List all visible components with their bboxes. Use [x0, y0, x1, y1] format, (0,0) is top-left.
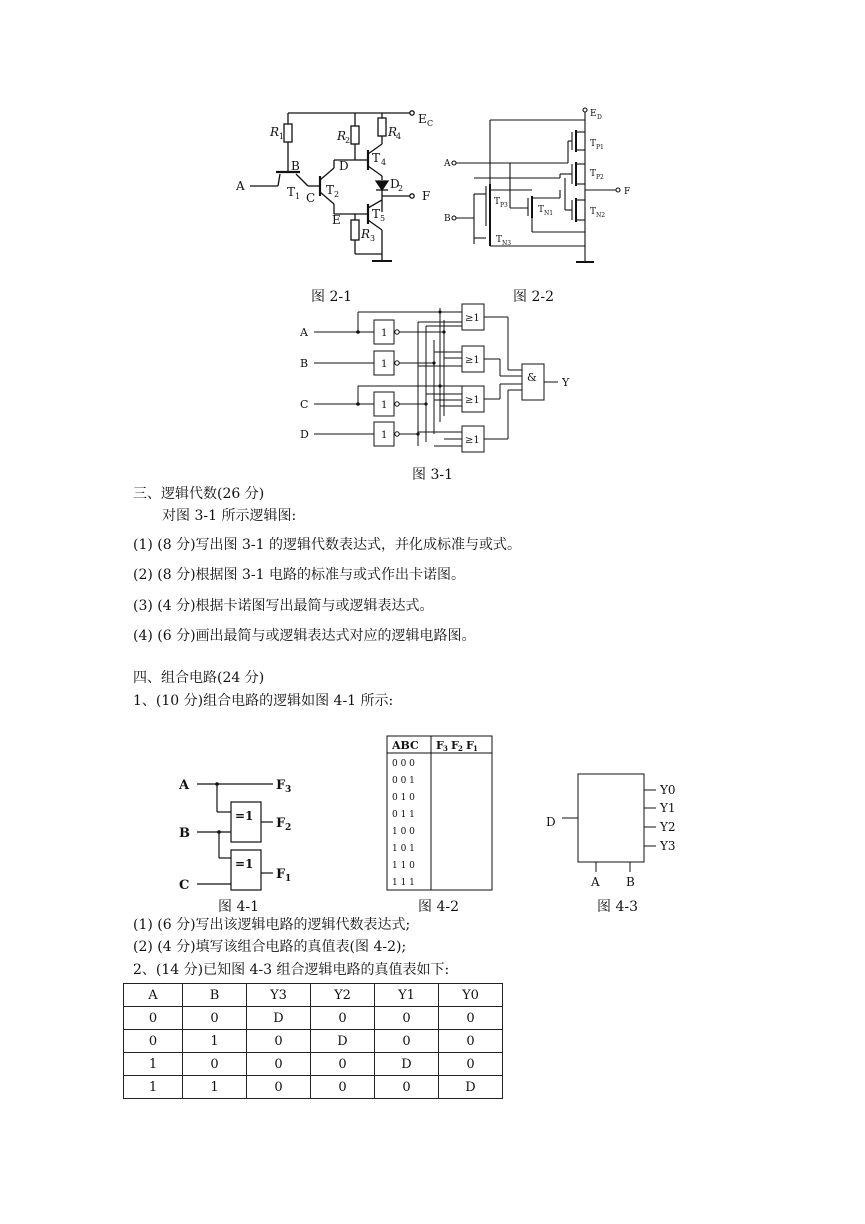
input-label-d: D [300, 428, 309, 441]
table-header: Y2 [311, 984, 375, 1007]
svg-text:3: 3 [443, 744, 448, 753]
section-3-item-4: (4) (6 分)画出最简与或逻辑表达式对应的逻辑电路图。 [133, 628, 476, 644]
section-3-title: 三、逻辑代数(26 分) [133, 486, 265, 502]
table-cell: 0 [375, 1030, 439, 1053]
svg-text:R: R [337, 129, 347, 143]
svg-text:2: 2 [334, 190, 340, 199]
svg-text:T: T [372, 207, 381, 221]
section-3-intro: 对图 3-1 所示逻辑图: [162, 508, 297, 524]
table-cell: 1 [124, 1076, 183, 1099]
table-row [124, 1053, 503, 1076]
svg-text:≥1: ≥1 [465, 355, 480, 366]
svg-text:A: A [444, 159, 451, 169]
table-header: Y0 [439, 984, 503, 1007]
input-label-b: B [300, 357, 309, 370]
svg-text:B: B [626, 875, 635, 889]
caption-fig-3-1: 图 3-1 [412, 467, 453, 483]
svg-text:4: 4 [381, 158, 387, 167]
table-cell: 0 [311, 1053, 375, 1076]
caption-fig-2-1: 图 2-1 [311, 289, 352, 305]
table-cell: D [375, 1053, 439, 1076]
table-header: Y3 [247, 984, 311, 1007]
output-label-y: Y [562, 376, 570, 389]
label-a: A [236, 179, 245, 193]
svg-text:A: A [179, 778, 190, 793]
svg-text:T: T [494, 197, 501, 207]
svg-text:N2: N2 [596, 212, 606, 219]
table-cell: 1 [183, 1076, 247, 1099]
table-header: B [183, 984, 247, 1007]
svg-text:D: D [597, 114, 602, 121]
table-header: Y1 [375, 984, 439, 1007]
svg-text:E: E [590, 109, 597, 119]
table-cell: D [311, 1030, 375, 1053]
svg-text:F: F [451, 739, 459, 752]
table-cell: 1 [183, 1030, 247, 1053]
svg-text:5: 5 [380, 214, 386, 223]
svg-text:D: D [546, 815, 556, 829]
svg-text:D: D [339, 159, 349, 173]
table-cell: 0 [375, 1076, 439, 1099]
svg-text:F: F [422, 189, 431, 203]
svg-text:1 0 1: 1 0 1 [392, 844, 415, 854]
table-cell: 0 [183, 1007, 247, 1030]
table-row [124, 1030, 503, 1053]
svg-text:Y1: Y1 [660, 801, 676, 815]
svg-text:1: 1 [279, 132, 285, 141]
svg-text:B: B [179, 826, 190, 841]
caption-fig-4-2: 图 4-2 [418, 899, 459, 915]
svg-text:T: T [590, 169, 597, 179]
section-3-item-1: (1) (8 分)写出图 3-1 的逻辑代数表达式，并化成标准与或式。 [133, 537, 522, 553]
table-header: A [124, 984, 183, 1007]
svg-text:C: C [306, 191, 316, 205]
table-cell: 0 [124, 1030, 183, 1053]
label-b: B [291, 159, 300, 173]
svg-text:R: R [388, 125, 398, 139]
svg-text:B: B [444, 214, 451, 224]
figure-2-2-circuit [440, 104, 640, 266]
svg-text:C: C [179, 878, 190, 893]
caption-fig-4-3: 图 4-3 [597, 899, 638, 915]
svg-text:=1: =1 [235, 809, 254, 823]
svg-text:1 0 0: 1 0 0 [392, 827, 415, 837]
table-row [124, 1076, 503, 1099]
svg-text:ABC: ABC [392, 739, 419, 752]
table-row [124, 1007, 503, 1030]
svg-text:1: 1 [381, 400, 388, 411]
section-3-item-3: (3) (4 分)根据卡诺图写出最简与或逻辑表达式。 [133, 598, 434, 614]
svg-text:≥1: ≥1 [465, 395, 480, 406]
table-cell: 0 [311, 1076, 375, 1099]
svg-text:C: C [427, 119, 434, 128]
svg-text:F: F [624, 187, 631, 197]
svg-text:≥1: ≥1 [465, 313, 480, 324]
svg-text:1: 1 [381, 359, 388, 370]
svg-text:1: 1 [381, 430, 388, 441]
figure-4-2-truth-table [386, 735, 494, 891]
svg-text:T: T [538, 205, 545, 215]
svg-text:3: 3 [285, 785, 292, 795]
table-cell: 0 [183, 1053, 247, 1076]
svg-text:1: 1 [381, 328, 388, 339]
svg-text:1: 1 [295, 192, 301, 201]
figure-3-1-logic [294, 300, 584, 464]
svg-text:T: T [590, 207, 597, 217]
caption-fig-4-1: 图 4-1 [218, 899, 259, 915]
table-cell: 0 [439, 1053, 503, 1076]
svg-text:R: R [361, 227, 371, 241]
svg-text:1: 1 [285, 874, 292, 884]
svg-text:≥1: ≥1 [465, 435, 480, 446]
table-cell: 0 [439, 1007, 503, 1030]
input-label-a: A [300, 326, 308, 339]
table-header-row [124, 984, 503, 1007]
table-cell: 0 [247, 1076, 311, 1099]
svg-text:D: D [390, 177, 400, 191]
svg-text:P2: P2 [596, 174, 604, 181]
figure-4-1-xor-circuit [175, 770, 305, 894]
svg-text:0 0 0: 0 0 0 [392, 759, 415, 769]
svg-text:F: F [436, 739, 444, 752]
svg-text:Y0: Y0 [660, 783, 676, 797]
svg-text:F: F [466, 739, 474, 752]
section-3-item-2: (2) (8 分)根据图 3-1 电路的标准与或式作出卡诺图。 [133, 567, 466, 583]
table-cell: 1 [124, 1053, 183, 1076]
section-4-q1-item-1: (1) (6 分)写出该逻辑电路的逻辑代数表达式; [133, 917, 411, 933]
figure-2-1-circuit [230, 104, 445, 266]
svg-text:=1: =1 [235, 857, 254, 871]
table-cell: D [439, 1076, 503, 1099]
svg-text:Y2: Y2 [660, 820, 676, 834]
section-4-title: 四、组合电路(24 分) [133, 670, 265, 686]
svg-text:T: T [496, 235, 503, 245]
svg-text:T: T [372, 151, 381, 165]
table-cell: 0 [247, 1053, 311, 1076]
table-cell: 0 [124, 1007, 183, 1030]
svg-text:4: 4 [396, 132, 402, 141]
section-4-q1: 1、(10 分)组合电路的逻辑如图 4-1 所示: [133, 693, 394, 709]
svg-text:&: & [527, 371, 537, 384]
svg-text:F: F [276, 778, 286, 793]
svg-text:2: 2 [458, 744, 463, 753]
svg-text:1 1 0: 1 1 0 [392, 861, 415, 871]
section-4-q1-item-2: (2) (4 分)填写该组合电路的真值表(图 4-2); [133, 939, 407, 955]
figure-4-3-demux [540, 768, 690, 892]
svg-text:3: 3 [370, 234, 376, 243]
caption-fig-2-2: 图 2-2 [513, 289, 554, 305]
table-cell: 0 [375, 1007, 439, 1030]
svg-text:2: 2 [345, 136, 351, 145]
svg-text:A: A [591, 875, 600, 889]
svg-text:F: F [276, 816, 286, 831]
svg-text:E: E [418, 112, 427, 126]
svg-text:1 1 1: 1 1 1 [392, 878, 415, 888]
svg-text:F: F [276, 867, 286, 882]
svg-text:2: 2 [285, 823, 292, 833]
svg-text:T: T [287, 185, 296, 199]
svg-text:P3: P3 [500, 202, 508, 209]
svg-text:E: E [332, 213, 341, 227]
table-cell: D [247, 1007, 311, 1030]
table-cell: 0 [311, 1007, 375, 1030]
svg-text:1: 1 [473, 744, 478, 753]
truth-table [123, 983, 503, 1099]
svg-text:Y3: Y3 [660, 839, 676, 853]
label-r1: R [270, 125, 280, 139]
svg-text:0 1 1: 0 1 1 [392, 810, 415, 820]
svg-text:0 0 1: 0 0 1 [392, 776, 415, 786]
svg-text:P1: P1 [596, 144, 604, 151]
section-4-q2: 2、(14 分)已知图 4-3 组合逻辑电路的真值表如下: [133, 962, 450, 978]
svg-text:T: T [590, 139, 597, 149]
input-label-c: C [300, 398, 309, 411]
svg-text:N1: N1 [544, 210, 554, 217]
svg-text:T: T [326, 183, 335, 197]
svg-text:0 1 0: 0 1 0 [392, 793, 415, 803]
table-cell: 0 [439, 1030, 503, 1053]
table-cell: 0 [247, 1030, 311, 1053]
svg-text:2: 2 [398, 184, 404, 193]
svg-text:N3: N3 [502, 240, 512, 247]
